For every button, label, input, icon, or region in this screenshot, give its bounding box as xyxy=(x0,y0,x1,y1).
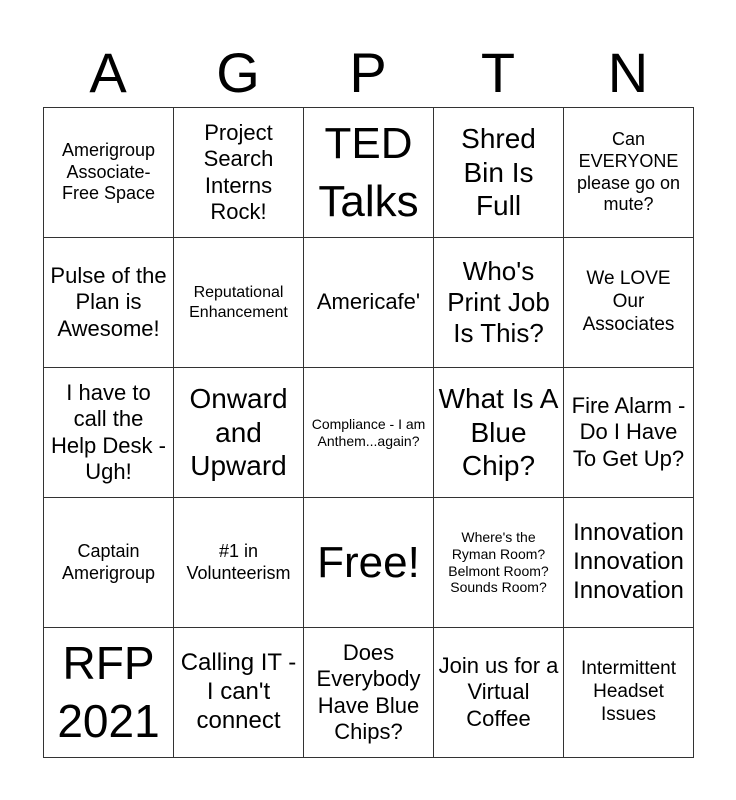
bingo-cell[interactable] xyxy=(434,108,564,238)
header-letter-p: P xyxy=(349,41,387,104)
cell-text: Can EVERYONE please go on mute? xyxy=(576,129,681,215)
bingo-cell[interactable] xyxy=(304,628,434,758)
cell-text: RFP 2021 xyxy=(57,637,160,747)
cell-text: Fire Alarm - Do I Have To Get Up? xyxy=(571,392,686,471)
header-letter-g: G xyxy=(216,41,260,104)
bingo-card-grid xyxy=(43,107,694,758)
bingo-cell[interactable] xyxy=(564,368,694,498)
cell-text: Calling IT - I can't connect xyxy=(180,649,297,734)
bingo-cell[interactable] xyxy=(174,108,304,238)
bingo-cell[interactable] xyxy=(564,108,694,238)
bingo-cell[interactable] xyxy=(304,368,434,498)
bingo-cell[interactable] xyxy=(44,238,174,368)
bingo-cell[interactable] xyxy=(44,628,174,758)
bingo-cell[interactable] xyxy=(434,628,564,758)
bingo-cell[interactable] xyxy=(564,498,694,628)
bingo-cell[interactable] xyxy=(44,108,174,238)
cell-text: Amerigroup Associate-Free Space xyxy=(61,140,156,204)
bingo-cell[interactable] xyxy=(174,238,304,368)
bingo-cell[interactable] xyxy=(174,498,304,628)
bingo-cell[interactable] xyxy=(434,238,564,368)
cell-text: Pulse of the Plan is Awesome! xyxy=(50,262,167,341)
cell-text: Innovation Innovation Innovation xyxy=(573,519,684,604)
cell-text: Free! xyxy=(317,537,420,587)
cell-text: Who's Print Job Is This? xyxy=(447,255,550,349)
bingo-cell[interactable] xyxy=(44,368,174,498)
cell-text: We LOVE Our Associates xyxy=(582,268,675,335)
cell-text: #1 in Volunteerism xyxy=(186,540,291,583)
bingo-header xyxy=(43,38,693,108)
bingo-cell[interactable] xyxy=(564,238,694,368)
cell-text: Shred Bin Is Full xyxy=(461,123,536,222)
bingo-cell[interactable] xyxy=(174,368,304,498)
bingo-cell[interactable] xyxy=(434,368,564,498)
cell-text: Project Search Interns Rock! xyxy=(203,119,274,224)
cell-text: Join us for a Virtual Coffee xyxy=(438,652,559,731)
cell-text: Americafe' xyxy=(316,289,421,315)
cell-text: Does Everybody Have Blue Chips? xyxy=(316,639,421,744)
cell-text: Compliance - I am Anthem...again? xyxy=(311,415,426,449)
cell-text: Onward and Upward xyxy=(189,383,288,482)
header-letter-n: N xyxy=(607,41,649,104)
cell-text: Captain Amerigroup xyxy=(61,540,156,583)
cell-text: Intermittent Headset Issues xyxy=(580,658,677,725)
bingo-cell[interactable] xyxy=(304,108,434,238)
cell-text: I have to call the Help Desk - Ugh! xyxy=(51,379,166,484)
cell-text: What Is A Blue Chip? xyxy=(438,383,559,482)
bingo-cell[interactable] xyxy=(174,628,304,758)
header-letter-a: A xyxy=(89,41,127,104)
header-letter-t: T xyxy=(480,41,516,104)
bingo-cell[interactable] xyxy=(564,628,694,758)
bingo-cell[interactable] xyxy=(434,498,564,628)
cell-text: Reputational Enhancement xyxy=(189,284,288,321)
bingo-cell[interactable] xyxy=(304,238,434,368)
cell-text: Where's the Ryman Room? Belmont Room? Sounds Room? xyxy=(448,528,549,596)
bingo-cell[interactable] xyxy=(304,498,434,628)
bingo-cell[interactable] xyxy=(44,498,174,628)
cell-text: TED Talks xyxy=(318,119,419,226)
